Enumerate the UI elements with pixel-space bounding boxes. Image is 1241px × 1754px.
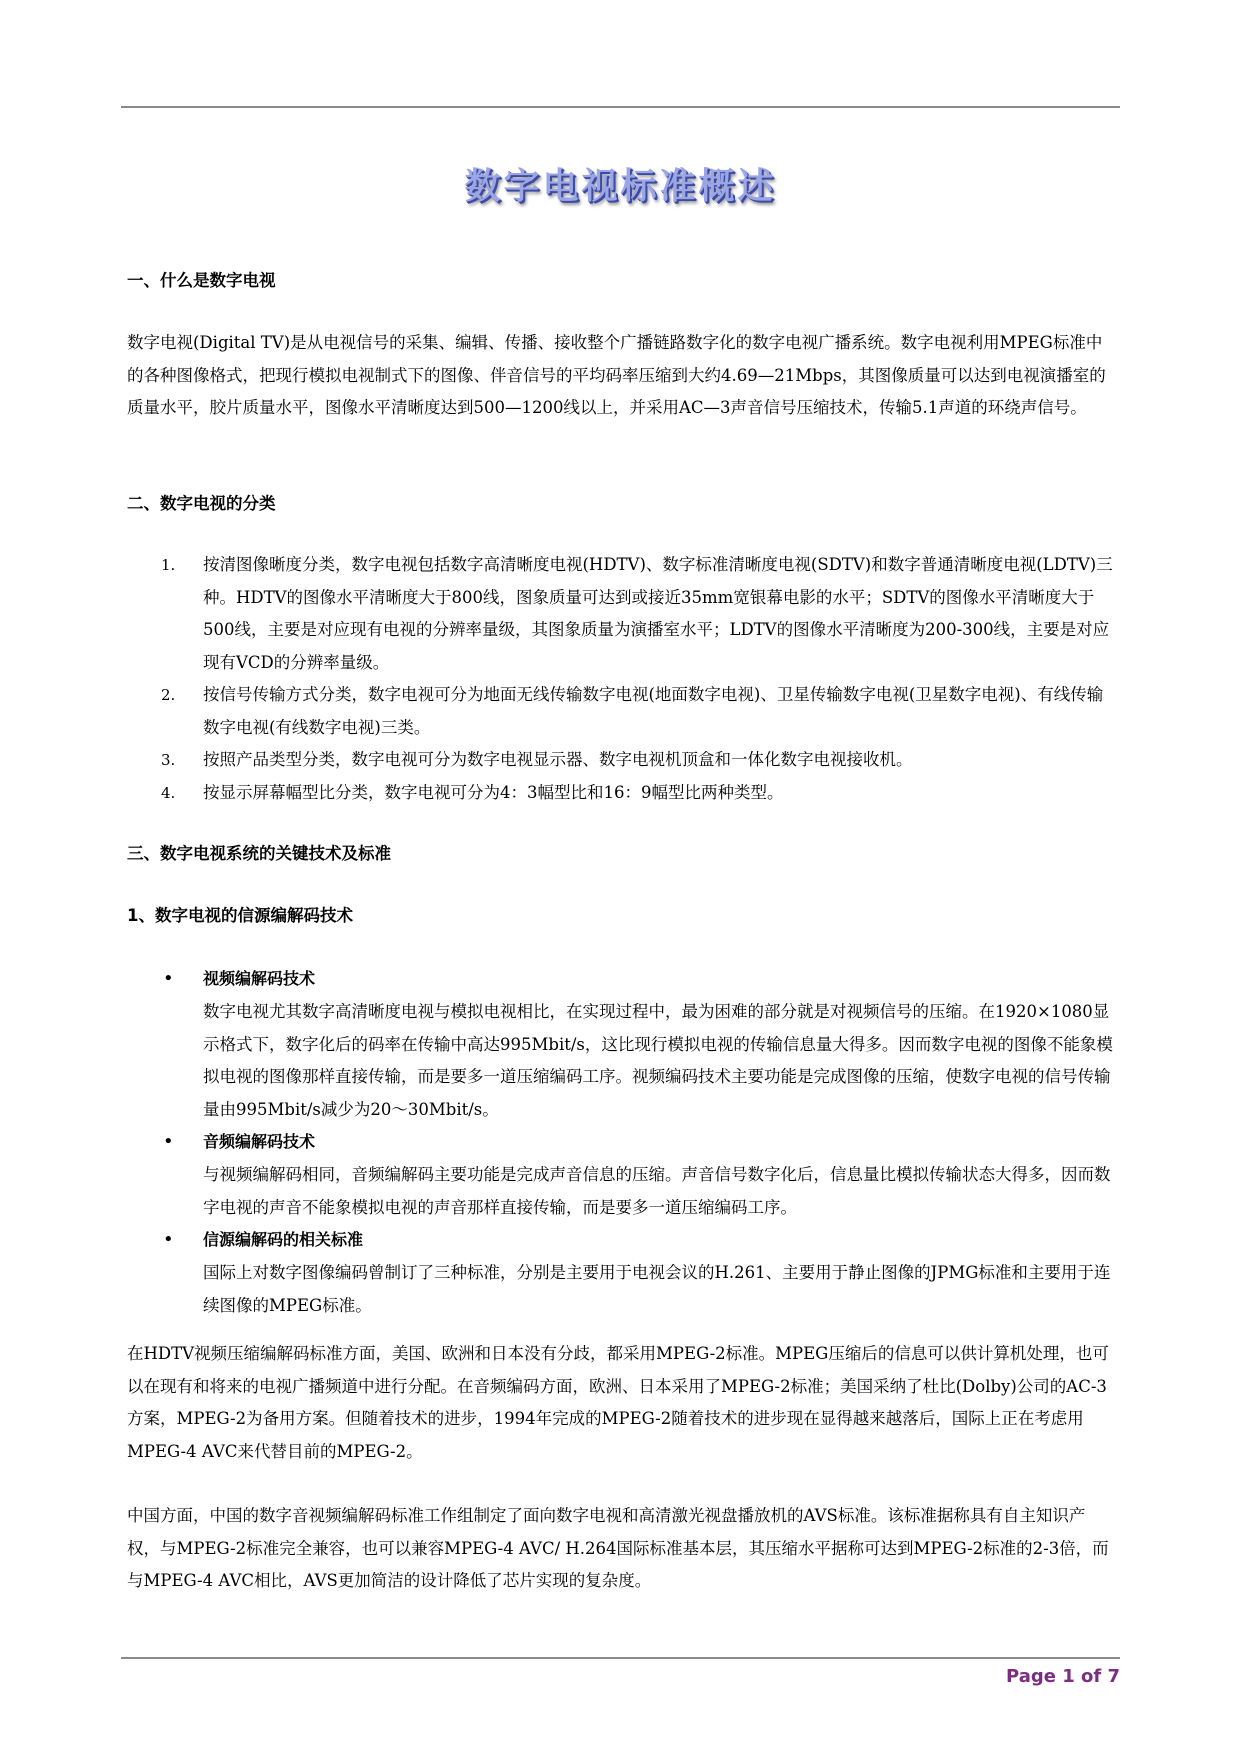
page-number: Page 1 of 7 <box>1006 1666 1120 1687</box>
hdtv-paragraph: 在HDTV视频压缩编解码标准方面，美国、欧洲和日本没有分歧，都采用MPEG-2标准。MPEG压缩后的信息可以供计算机处理，也可以在现有和将来的电视广播频道中进行分配。在音频编码方面，欧洲、日本采用了MPEG-2标准；美国采纳了杜比(Dolby)公司的AC-3方案，MPEG-2为备用方案。但随着技术的进步，1994年完成的MPEG-2随着技术的进步现在显得越来越落后，国际上正在考虑用MPEG-4 AVC来代替目前的MPEG-2。 <box>127 1344 1109 1461</box>
footer-rule <box>121 1657 1120 1659</box>
section-3-subheading: 1、数字电视的信源编解码技术 <box>127 906 353 925</box>
bullet-title: 信源编解码的相关标准 <box>203 1230 364 1249</box>
bullet-text: 与视频编解码相同，音频编解码主要功能是完成声音信息的压缩。声音信号数字化后，信息量比模拟传输状态大得多，因而数字电视的声音不能象模拟电视的声音那样直接传输，而是要多一道压缩编码工序。 <box>203 1165 1111 1217</box>
header-rule <box>121 106 1120 108</box>
section-1-heading: 一、什么是数字电视 <box>127 271 276 290</box>
bullet-title: 视频编解码技术 <box>203 969 316 988</box>
bullet-icon: • <box>163 1131 174 1152</box>
bullet-text: 国际上对数字图像编码曾制订了三种标准，分别是主要用于电视会议的H.261、主要用于静止图像的JPMG标准和主要用于连续图像的MPEG标准。 <box>203 1263 1111 1315</box>
list-item-text: 按照产品类型分类，数字电视可分为数字电视显示器、数字电视机顶盒和一体化数字电视接收机。 <box>203 750 913 769</box>
list-item-text: 按信号传输方式分类，数字电视可分为地面无线传输数字电视(地面数字电视)、卫星传输数字电视(卫星数字电视)、有线传输数字电视(有线数字电视)三类。 <box>203 685 1104 737</box>
list-number: 3. <box>161 751 176 769</box>
bullet-icon: • <box>163 1229 174 1250</box>
list-number: 1. <box>161 556 176 574</box>
list-number: 4. <box>161 784 176 802</box>
bullet-text: 数字电视尤其数字高清晰度电视与模拟电视相比，在实现过程中，最为困难的部分就是对视频信号的压缩。在1920×1080显示格式下，数字化后的码率在传输中高达995Mbit/s，这比现行模拟电视的传输信息量大得多。因而数字电视的图像不能象模拟电视的图像那样直接传输，而是要多一道压缩编码工序。视频编码技术主要功能是完成图像的压缩，使数字电视的信号传输量由995Mbit/s减少为20～30Mbit/s。 <box>203 1002 1113 1119</box>
list-item-text: 按清图像晰度分类，数字电视包括数字高清晰度电视(HDTV)、数字标准清晰度电视(SDTV)和数字普通清晰度电视(LDTV)三种。HDTV的图像水平清晰度大于800线，图象质量可达到或接近35mm宽银幕电影的水平；SDTV的图像水平清晰度大于500线，主要是对应现有电视的分辨率量级，其图象质量为演播室水平；LDTV的图像水平清晰度为200-300线，主要是对应现有VCD的分辨率量级。 <box>203 555 1113 672</box>
document-title: 数字电视标准概述 <box>464 166 777 207</box>
section-3-heading: 三、数字电视系统的关键技术及标准 <box>127 844 391 863</box>
bullet-title: 音频编解码技术 <box>203 1132 316 1151</box>
section-1-paragraph: 数字电视(Digital TV)是从电视信号的采集、编辑、传播、接收整个广播链路数字化的数字电视广播系统。数字电视利用MPEG标准中的各种图像格式，把现行模拟电视制式下的图像、伴音信号的平均码率压缩到大约4.69—21Mbps，其图像质量可以达到电视演播室的质量水平，胶片质量水平，图像水平清晰度达到500—1200线以上，并采用AC—3声音信号压缩技术，传输5.1声道的环绕声信号。 <box>127 333 1106 417</box>
bullet-icon: • <box>163 968 174 989</box>
china-paragraph: 中国方面，中国的数字音视频编解码标准工作组制定了面向数字电视和高清激光视盘播放机的AVS标准。该标准据称具有自主知识产权，与MPEG-2标准完全兼容，也可以兼容MPEG-4 AVC/ H.264国际标准基本层，其压缩水平据称可达到MPEG-2标准的2-3倍，而与MPEG-4 AVC相比，AVS更加简洁的设计降低了芯片实现的复杂度。 <box>127 1506 1109 1590</box>
section-2-heading: 二、数字电视的分类 <box>127 494 276 513</box>
list-number: 2. <box>161 686 176 704</box>
list-item-text: 按显示屏幕幅型比分类，数字电视可分为4：3幅型比和16：9幅型比两种类型。 <box>203 783 784 802</box>
